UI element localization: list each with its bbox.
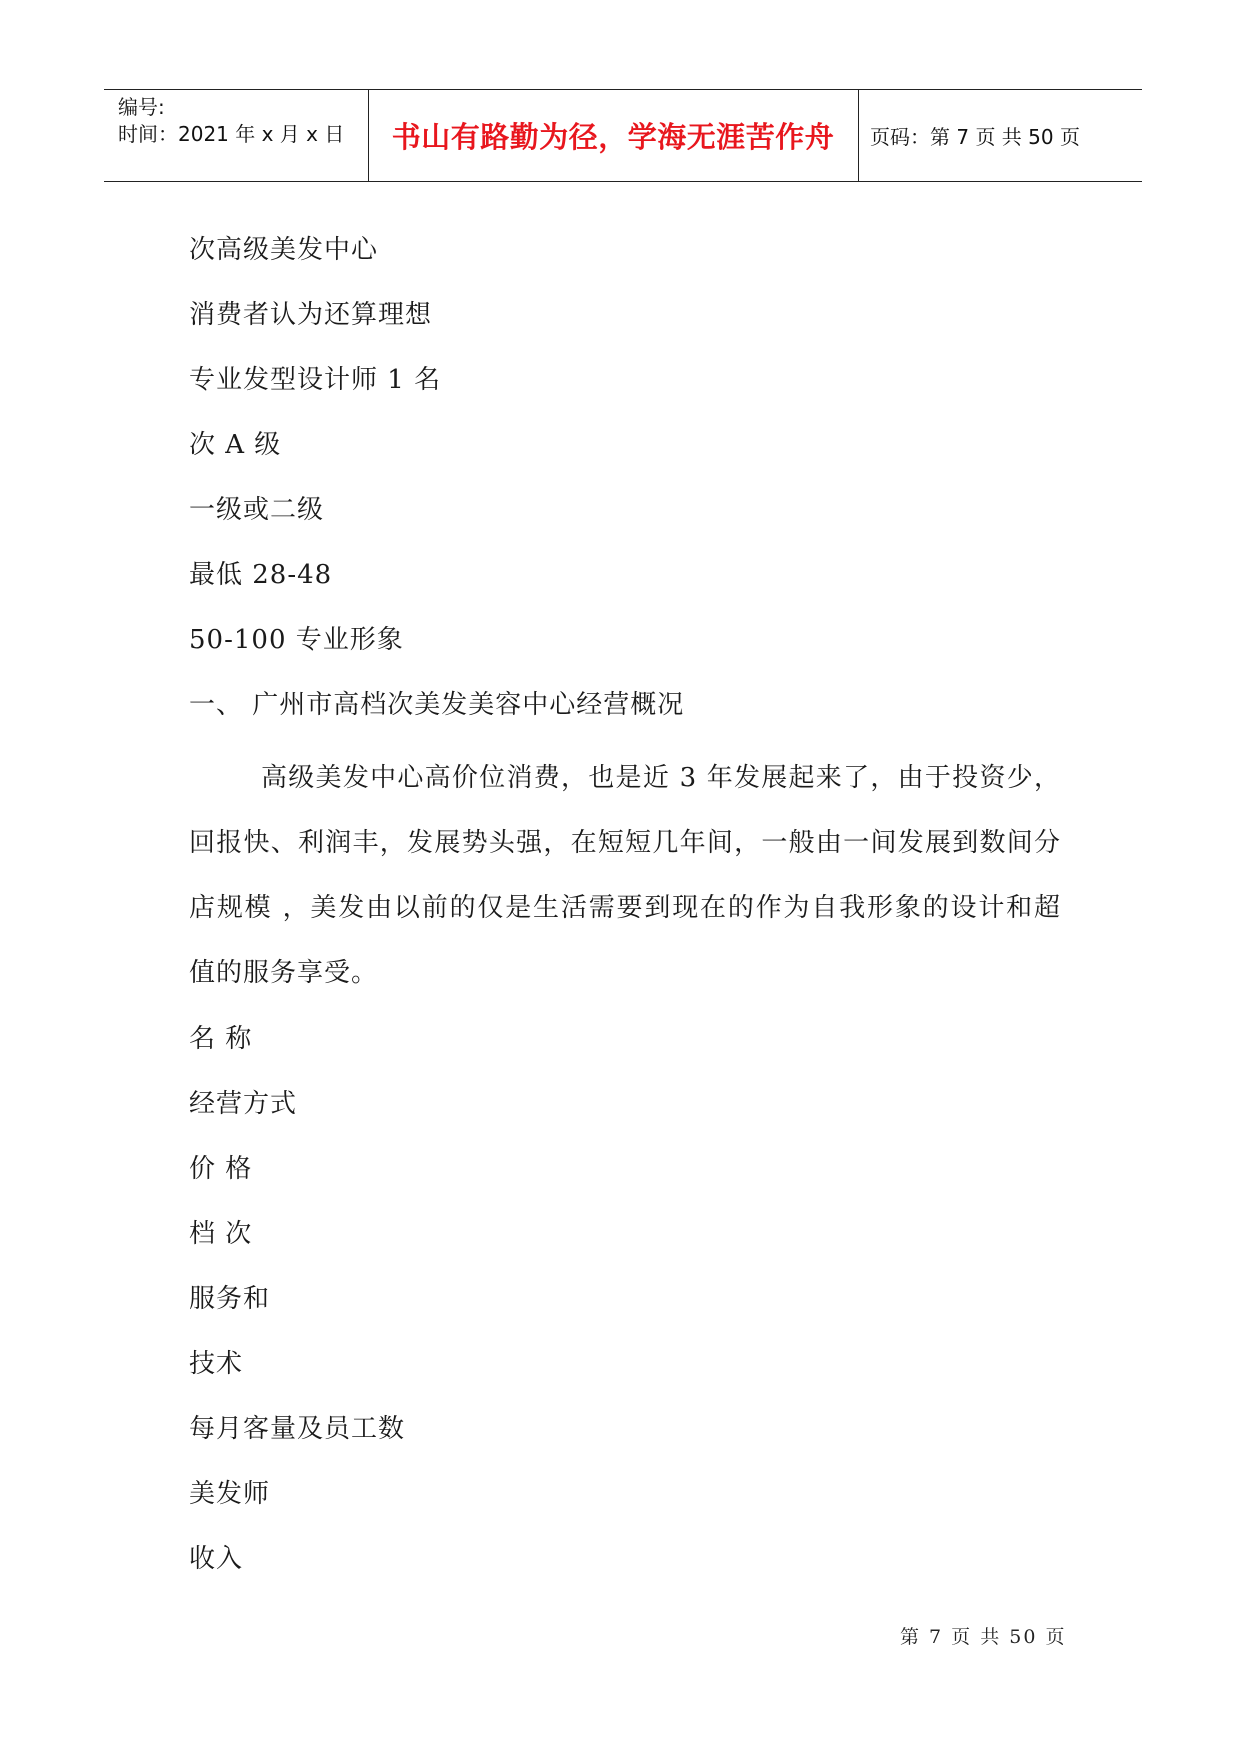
text-line: 次高级美发中心 [189, 235, 379, 265]
text-line: 技术 [189, 1349, 244, 1379]
text-line: 每月客量及员工数 [189, 1414, 406, 1444]
text-line: 次 A 级 [189, 430, 282, 460]
text-line: 一级或二级 [189, 495, 325, 525]
text-line: 档 次 [189, 1219, 253, 1249]
header-motto: 书山有路勤为径，学海无涯苦作舟 [391, 119, 835, 154]
header-code-label: 编号: [118, 95, 165, 119]
text-line: 美发师 [189, 1479, 271, 1509]
section-heading: 一、 广州市高档次美发美容中心经营概况 [189, 690, 685, 720]
text-line: 收入 [189, 1544, 244, 1574]
text-line: 名 称 [189, 1024, 253, 1054]
header-meta [118, 94, 344, 148]
header-time-label: 时间：2021 年 x 月 x 日 [118, 122, 345, 146]
footer-page-number: 第 7 页 共 50 页 [900, 1626, 1067, 1648]
text-line: 消费者认为还算理想 [189, 300, 433, 330]
document-header [104, 89, 1142, 182]
header-divider-right [858, 90, 859, 181]
header-page-number: 页码：第 7 页 共 50 页 [870, 124, 1080, 149]
body-lines-bottom [189, 1007, 1059, 1592]
text-line: 50-100 专业形象 [189, 625, 404, 655]
text-line: 专业发型设计师 1 名 [189, 365, 442, 395]
body-paragraph: 高级美发中心高价位消费，也是近 3 年发展起来了，由于投资少，回报快、利润丰，发展势头强，在短短几年间，一般由一间发展到数间分店规模 ，美发由以前的仅是生活需要到现在的作为自我形象的设计和超值的服务享受。 [189, 763, 1061, 988]
text-line: 价 格 [189, 1154, 253, 1184]
text-line: 最低 28-48 [189, 560, 333, 590]
text-line: 服务和 [189, 1284, 271, 1314]
body-lines-top [189, 218, 1059, 738]
text-line: 经营方式 [189, 1089, 298, 1119]
